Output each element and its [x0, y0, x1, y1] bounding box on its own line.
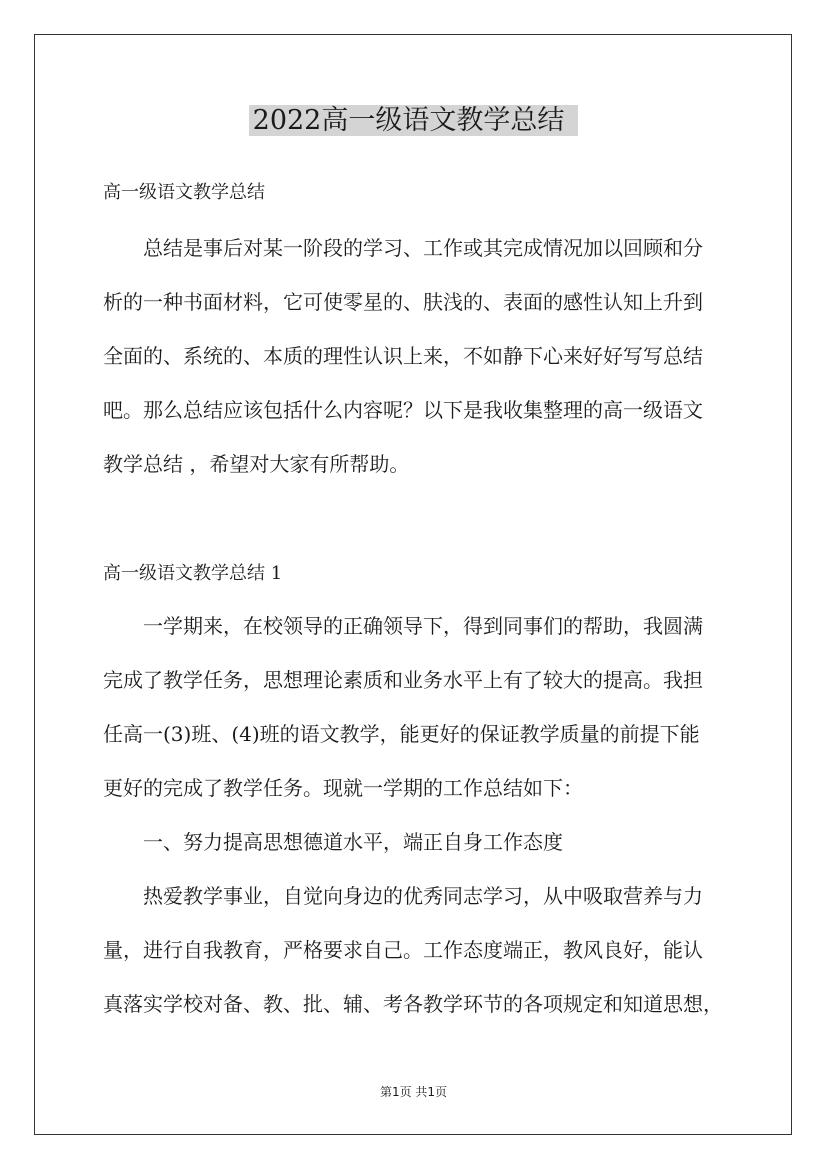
point-line: 真落实学校对备、教、批、辅、考各教学环节的各项规定和知道思想，: [103, 992, 723, 1016]
section-line: 更好的完成了教学任务。现就一学期的工作总结如下：: [103, 776, 583, 800]
point-heading: 一、努力提高思想德道水平，端正自身工作态度: [143, 830, 563, 854]
page-footer: 第1页 共1页: [379, 1085, 448, 1099]
intro-line: 析的一种书面材料，它可使零星的、肤浅的、表面的感性认知上升到: [103, 290, 703, 314]
section-line: 任高一(3)班、(4)班的语文教学，能更好的保证教学质量的前提下能: [103, 722, 700, 746]
section-heading: 高一级语文教学总结 1: [103, 563, 283, 584]
section-line: 完成了教学任务，思想理论素质和业务水平上有了较大的提高。我担: [103, 668, 703, 692]
subtitle: 高一级语文教学总结: [103, 182, 265, 203]
point-line: 量，进行自我教育，严格要求自己。工作态度端正，教风良好，能认: [103, 938, 703, 962]
intro-line: 全面的、系统的、本质的理性认识上来，不如静下心来好好写写总结: [103, 344, 703, 368]
intro-line: 教学总结 ，希望对大家有所帮助。: [103, 452, 410, 476]
document-title-text: 2022高一级语文教学总结: [249, 105, 579, 136]
intro-line: 吧。那么总结应该包括什么内容呢？以下是我收集整理的高一级语文: [103, 398, 703, 422]
intro-line: 总结是事后对某一阶段的学习、工作或其完成情况加以回顾和分: [143, 236, 703, 260]
document-title: [0, 103, 827, 139]
section-line: 一学期来，在校领导的正确领导下，得到同事们的帮助，我圆满: [143, 614, 703, 638]
point-line: 热爱教学事业，自觉向身边的优秀同志学习，从中吸取营养与力: [143, 884, 703, 908]
